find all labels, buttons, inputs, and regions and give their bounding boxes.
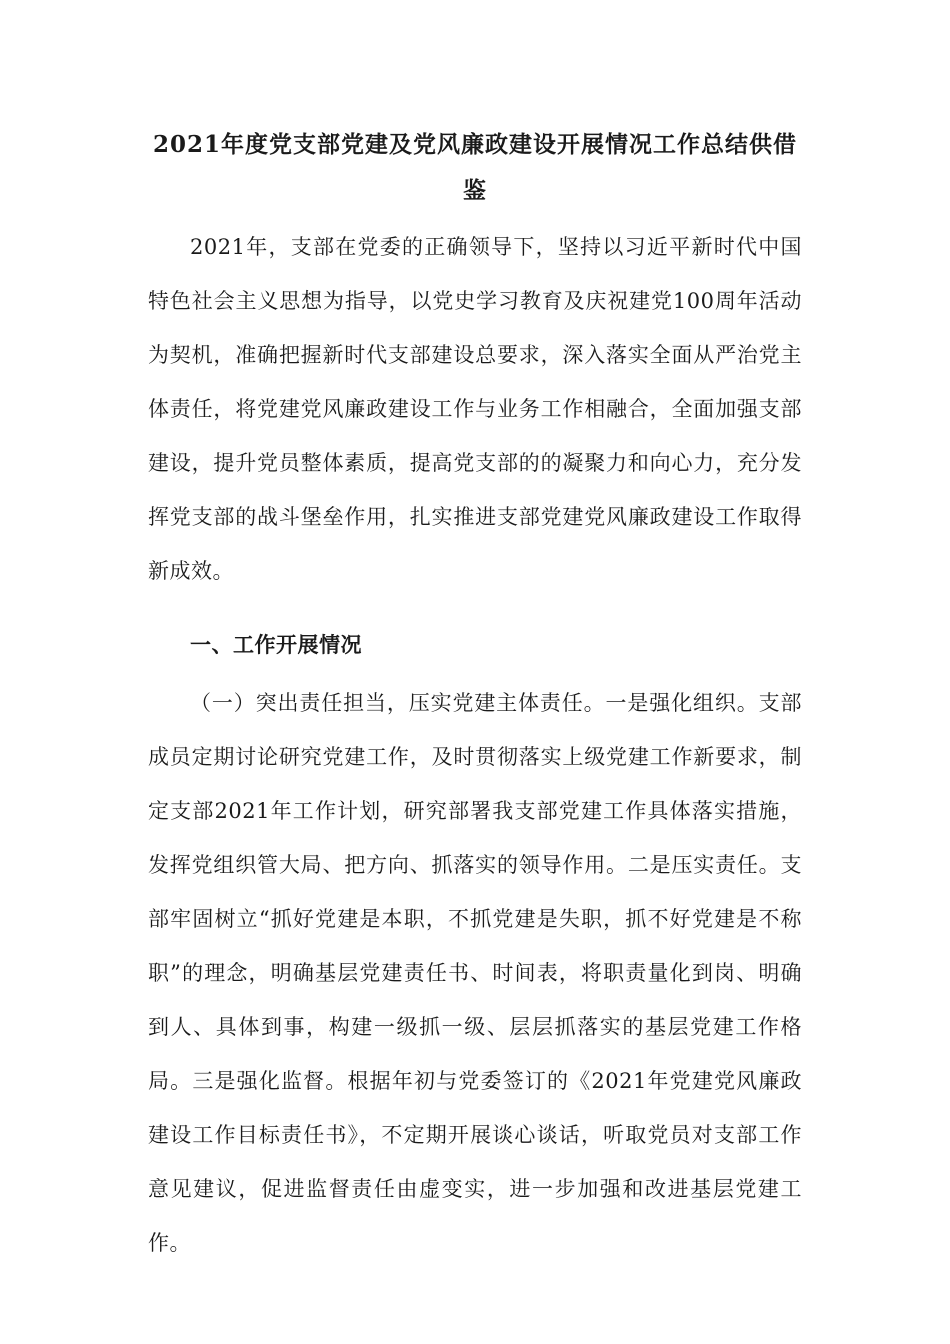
intro-paragraph: 2021年，支部在党委的正确领导下，坚持以习近平新时代中国特色社会主义思想为指导，以党史学习教育及庆祝建党100周年活动为契机，准确把握新时代支部建设总要求，深入落实全面从严治党主体责任，将党建党风廉政建设工作与业务工作相融合，全面加强支部建设，提升党员整体素质，提高党支部的的凝聚力和向心力，充分发挥党支部的战斗堡垒作用，扎实推进支部党建党风廉政建设工作取得新成效。 bbox=[148, 235, 802, 583]
section-paragraph: （一）突出责任担当，压实党建主体责任。一是强化组织。支部成员定期讨论研究党建工作，及时贯彻落实上级党建工作新要求，制定支部2021年工作计划，研究部署我支部党建工作具体落实措施，发挥党组织管大局、把方向、抓落实的领导作用。二是压实责任。支部牢固树立“抓好党建是本职，不抓党建是失职，抓不好党建是不称职”的理念，明确基层党建责任书、时间表，将职责量化到岗、明确到人、具体到事，构建一级抓一级、层层抓落实的基层党建工作格局。三是强化监督。根据年初与党委签订的《2021年党建党风廉政建设工作目标责任书》，不定期开展谈心谈话，听取党员对支部工作意见建议，促进监督责任由虚变实，进一步加强和改进基层党建工作。 bbox=[148, 691, 802, 1255]
document-title: 2021年度党支部党建及党风廉政建设开展情况工作总结供借鉴 bbox=[152, 131, 797, 204]
section-heading-work-progress: 一、工作开展情况 bbox=[190, 632, 362, 657]
